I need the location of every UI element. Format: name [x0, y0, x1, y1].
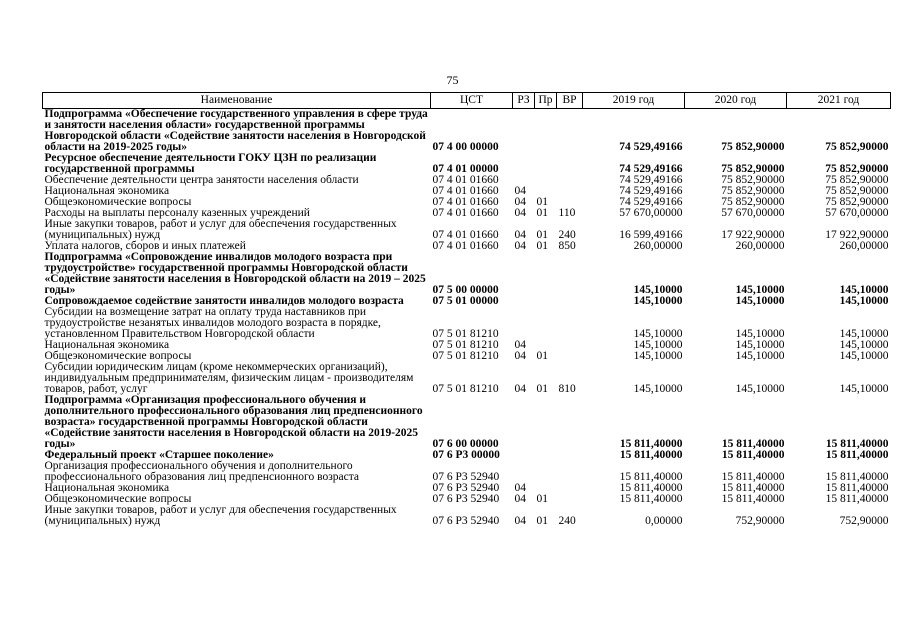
cell-pr: 01 [536, 229, 548, 241]
cell-2019: 145,10000 [633, 350, 683, 362]
cell-2021: 145,10000 [839, 284, 889, 296]
cell-name: Общеэкономические вопросы [44, 196, 192, 208]
cell-2020: 145,10000 [735, 339, 785, 351]
cell-2021: 75 852,90000 [825, 196, 889, 208]
cell-2019: 15 811,40000 [619, 438, 683, 450]
header-pr: Пр [535, 93, 557, 109]
cell-2019: 15 811,40000 [619, 493, 683, 505]
cell-cst: 07 6 P3 52940 [432, 482, 500, 494]
cell-cst: 07 5 00 00000 [432, 284, 499, 296]
cell-cst: 07 5 01 81210 [432, 339, 499, 351]
cell-rz [513, 450, 535, 461]
cell-2019: 16 599,49166 [619, 229, 683, 241]
cell-vr [557, 252, 583, 296]
cell-cst: 07 4 00 00000 [432, 141, 499, 153]
cell-cst: 07 4 01 01660 [432, 174, 499, 186]
cell-2019: 145,10000 [633, 284, 683, 296]
cell-2019: 74 529,49166 [619, 185, 683, 197]
cell-rz [513, 153, 535, 175]
cell-cst: 07 4 01 01660 [432, 240, 499, 252]
cell-2019: 15 811,40000 [619, 471, 683, 483]
table-row [43, 307, 891, 340]
cell-2021: 75 852,90000 [825, 163, 889, 175]
cell-vr [557, 483, 583, 494]
cell-2021: 145,10000 [839, 339, 889, 351]
cell-2020: 145,10000 [735, 284, 785, 296]
cell-2021: 145,10000 [839, 295, 889, 307]
table-row [43, 153, 891, 175]
cell-2019: 15 811,40000 [619, 449, 683, 461]
cell-2021: 15 811,40000 [825, 471, 889, 483]
cell-name: Подпрограмма «Обеспечение государственного управления в сфере труда и занятости населения области» государственной программы Новгородской области «Содействие занятости населения в Новгородской области на 2019-2025 годы» [44, 108, 428, 153]
cell-pr: 01 [536, 493, 548, 505]
cell-name: Расходы на выплаты персоналу казенных учреждений [44, 207, 310, 219]
cell-2019: 15 811,40000 [619, 482, 683, 494]
cell-pr [535, 252, 557, 296]
cell-2020: 15 811,40000 [721, 449, 785, 461]
cell-2021: 145,10000 [839, 350, 889, 362]
cell-pr [535, 109, 557, 154]
table-row [43, 395, 891, 450]
table-row [43, 362, 891, 395]
cell-name: Общеэкономические вопросы [44, 493, 192, 505]
cell-2021: 17 922,90000 [825, 229, 889, 241]
header-vr: ВР [557, 93, 583, 109]
cell-name: Федеральный проект «Старшее поколение» [44, 449, 274, 461]
cell-vr [557, 153, 583, 175]
cell-vr: 240 [558, 229, 576, 241]
page-number: 75 [446, 73, 459, 87]
cell-2019: 74 529,49166 [619, 141, 683, 153]
cell-vr: 850 [558, 240, 576, 252]
table-row [43, 109, 891, 154]
cell-cst: 07 5 01 00000 [432, 295, 499, 307]
cell-2020: 75 852,90000 [721, 163, 785, 175]
cell-cst: 07 6 00 00000 [432, 438, 499, 450]
cell-name: Организация профессионального обучения и дополнительного профессионального образования лиц предпенсионного возраста [44, 460, 359, 483]
cell-2019: 74 529,49166 [619, 174, 683, 186]
cell-2020: 145,10000 [735, 350, 785, 362]
cell-name: Субсидии на возмещение затрат на оплату труда наставников при трудоустройстве незанятых инвалидов молодого возраста в порядке, установленном Правительством Новгородской области [44, 306, 381, 340]
cell-2020: 75 852,90000 [721, 185, 785, 197]
cell-cst: 07 4 01 01660 [432, 185, 499, 197]
cell-2021: 752,90000 [839, 515, 889, 527]
cell-2019: 0,00000 [645, 515, 683, 527]
budget-table [42, 92, 891, 527]
header-2020: 2020 год [685, 93, 787, 109]
cell-vr [557, 186, 583, 197]
cell-2021: 145,10000 [839, 383, 889, 395]
cell-2019: 145,10000 [633, 339, 683, 351]
cell-vr [557, 175, 583, 186]
cell-2021: 260,00000 [839, 240, 889, 252]
cell-rz: 04 [514, 240, 526, 252]
cell-vr: 810 [558, 383, 576, 395]
cell-pr: 01 [536, 350, 548, 362]
header-name: Наименование [43, 93, 431, 109]
cell-2020: 145,10000 [735, 383, 785, 395]
cell-2020: 57 670,00000 [721, 207, 785, 219]
cell-rz [513, 461, 535, 483]
cell-rz [513, 296, 535, 307]
cell-pr [535, 395, 557, 450]
cell-2020: 752,90000 [735, 515, 785, 527]
cell-pr: 01 [536, 240, 548, 252]
cell-2020: 17 922,90000 [721, 229, 785, 241]
cell-2019: 57 670,00000 [619, 207, 683, 219]
cell-rz: 04 [514, 515, 526, 527]
cell-2020: 15 811,40000 [721, 471, 785, 483]
cell-2019: 74 529,49166 [619, 196, 683, 208]
cell-name: Сопровождаемое содействие занятости инвалидов молодого возраста [44, 295, 404, 307]
cell-name: Субсидии юридическим лицам (кроме некоммерческих организаций), индивидуальным предпринимателям, физическим лицам - производителям товаров, работ, услуг [44, 361, 414, 395]
cell-2020: 15 811,40000 [721, 438, 785, 450]
cell-cst: 07 4 01 00000 [432, 163, 499, 175]
cell-cst: 07 4 01 01660 [432, 229, 499, 241]
cell-vr [557, 109, 583, 154]
cell-rz: 04 [514, 482, 526, 494]
cell-rz [513, 252, 535, 296]
cell-pr: 01 [536, 207, 548, 219]
cell-2019: 260,00000 [633, 240, 683, 252]
cell-2019: 74 529,49166 [619, 163, 683, 175]
cell-name: Национальная экономика [44, 339, 170, 351]
cell-2019: 145,10000 [633, 383, 683, 395]
cell-pr: 01 [536, 383, 548, 395]
header-rz: РЗ [513, 93, 535, 109]
cell-rz: 04 [514, 493, 526, 505]
cell-cst: 07 5 01 81210 [432, 350, 499, 362]
cell-2021: 15 811,40000 [825, 449, 889, 461]
cell-2021: 57 670,00000 [825, 207, 889, 219]
cell-name: Иные закупки товаров, работ и услуг для обеспечения государственных (муниципальных) нужд [44, 218, 397, 241]
cell-2020: 15 811,40000 [721, 493, 785, 505]
cell-name: Уплата налогов, сборов и иных платежей [44, 240, 246, 252]
cell-2019: 145,10000 [633, 328, 683, 340]
cell-vr: 240 [558, 515, 576, 527]
cell-rz: 04 [514, 196, 526, 208]
cell-pr [535, 450, 557, 461]
table-row [43, 461, 891, 483]
table-row [43, 505, 891, 527]
cell-vr [557, 494, 583, 505]
cell-2020: 260,00000 [735, 240, 785, 252]
cell-pr: 01 [536, 196, 548, 208]
table-row [43, 252, 891, 296]
cell-2021: 75 852,90000 [825, 185, 889, 197]
cell-vr [557, 450, 583, 461]
cell-name: Ресурсное обеспечение деятельности ГОКУ ЦЗН по реализации государственной программы [44, 152, 377, 175]
cell-vr [557, 461, 583, 483]
cell-rz: 04 [514, 383, 526, 395]
cell-pr [535, 296, 557, 307]
cell-name: Подпрограмма «Сопровождение инвалидов молодого возраста при трудоустройстве» государственной программы Новгородской области «Содействие занятости населения в Новгородской области на 2019 – 2025 годы» [44, 251, 426, 296]
cell-pr [535, 307, 557, 340]
cell-name: Национальная экономика [44, 482, 170, 494]
cell-2020: 75 852,90000 [721, 141, 785, 153]
cell-vr [557, 307, 583, 340]
table-header-row [43, 93, 891, 109]
cell-cst: 07 6 P3 52940 [432, 515, 500, 527]
cell-2021: 15 811,40000 [825, 493, 889, 505]
cell-rz: 04 [514, 185, 526, 197]
cell-cst: 07 5 01 81210 [432, 383, 499, 395]
cell-2020: 145,10000 [735, 328, 785, 340]
cell-cst: 07 5 01 81210 [432, 328, 499, 340]
cell-pr [535, 461, 557, 483]
cell-2020: 75 852,90000 [721, 174, 785, 186]
cell-rz [513, 307, 535, 340]
cell-cst: 07 4 01 01660 [432, 196, 499, 208]
cell-vr [557, 395, 583, 450]
cell-name: Общеэкономические вопросы [44, 350, 192, 362]
cell-vr [557, 296, 583, 307]
cell-2021: 75 852,90000 [825, 174, 889, 186]
cell-2020: 15 811,40000 [721, 482, 785, 494]
cell-pr [535, 175, 557, 186]
cell-name: Национальная экономика [44, 185, 170, 197]
cell-name: Подпрограмма «Организация профессионального обучения и дополнительного профессионального образования лиц предпенсионного возраста» государственной программы Новгородской области «Содействие занятости населения в Новгородской области на 2019-2025 годы» [44, 394, 423, 450]
header-cst: ЦСТ [431, 93, 513, 109]
cell-2021: 15 811,40000 [825, 438, 889, 450]
cell-name: Иные закупки товаров, работ и услуг для обеспечения государственных (муниципальных) нужд [44, 504, 397, 527]
table-row [43, 219, 891, 241]
cell-rz [513, 395, 535, 450]
cell-2021: 15 811,40000 [825, 482, 889, 494]
cell-vr: 110 [558, 207, 576, 219]
cell-rz: 04 [514, 350, 526, 362]
cell-2019: 145,10000 [633, 295, 683, 307]
cell-cst: 07 6 P3 52940 [432, 493, 500, 505]
cell-2021: 75 852,90000 [825, 141, 889, 153]
cell-rz: 04 [514, 229, 526, 241]
cell-rz [513, 109, 535, 154]
cell-rz: 04 [514, 339, 526, 351]
cell-pr [535, 153, 557, 175]
cell-name: Обеспечение деятельности центра занятости населения области [44, 174, 359, 186]
cell-2020: 145,10000 [735, 295, 785, 307]
cell-2020: 75 852,90000 [721, 196, 785, 208]
cell-vr [557, 340, 583, 351]
cell-pr: 01 [536, 515, 548, 527]
table-body [43, 109, 891, 528]
cell-cst: 07 4 01 01660 [432, 207, 499, 219]
cell-cst: 07 6 P3 52940 [432, 471, 500, 483]
cell-cst: 07 6 P3 00000 [432, 449, 500, 461]
cell-vr [557, 351, 583, 362]
cell-rz: 04 [514, 207, 526, 219]
header-2019: 2019 год [583, 93, 685, 109]
cell-2021: 145,10000 [839, 328, 889, 340]
header-2021: 2021 год [787, 93, 891, 109]
